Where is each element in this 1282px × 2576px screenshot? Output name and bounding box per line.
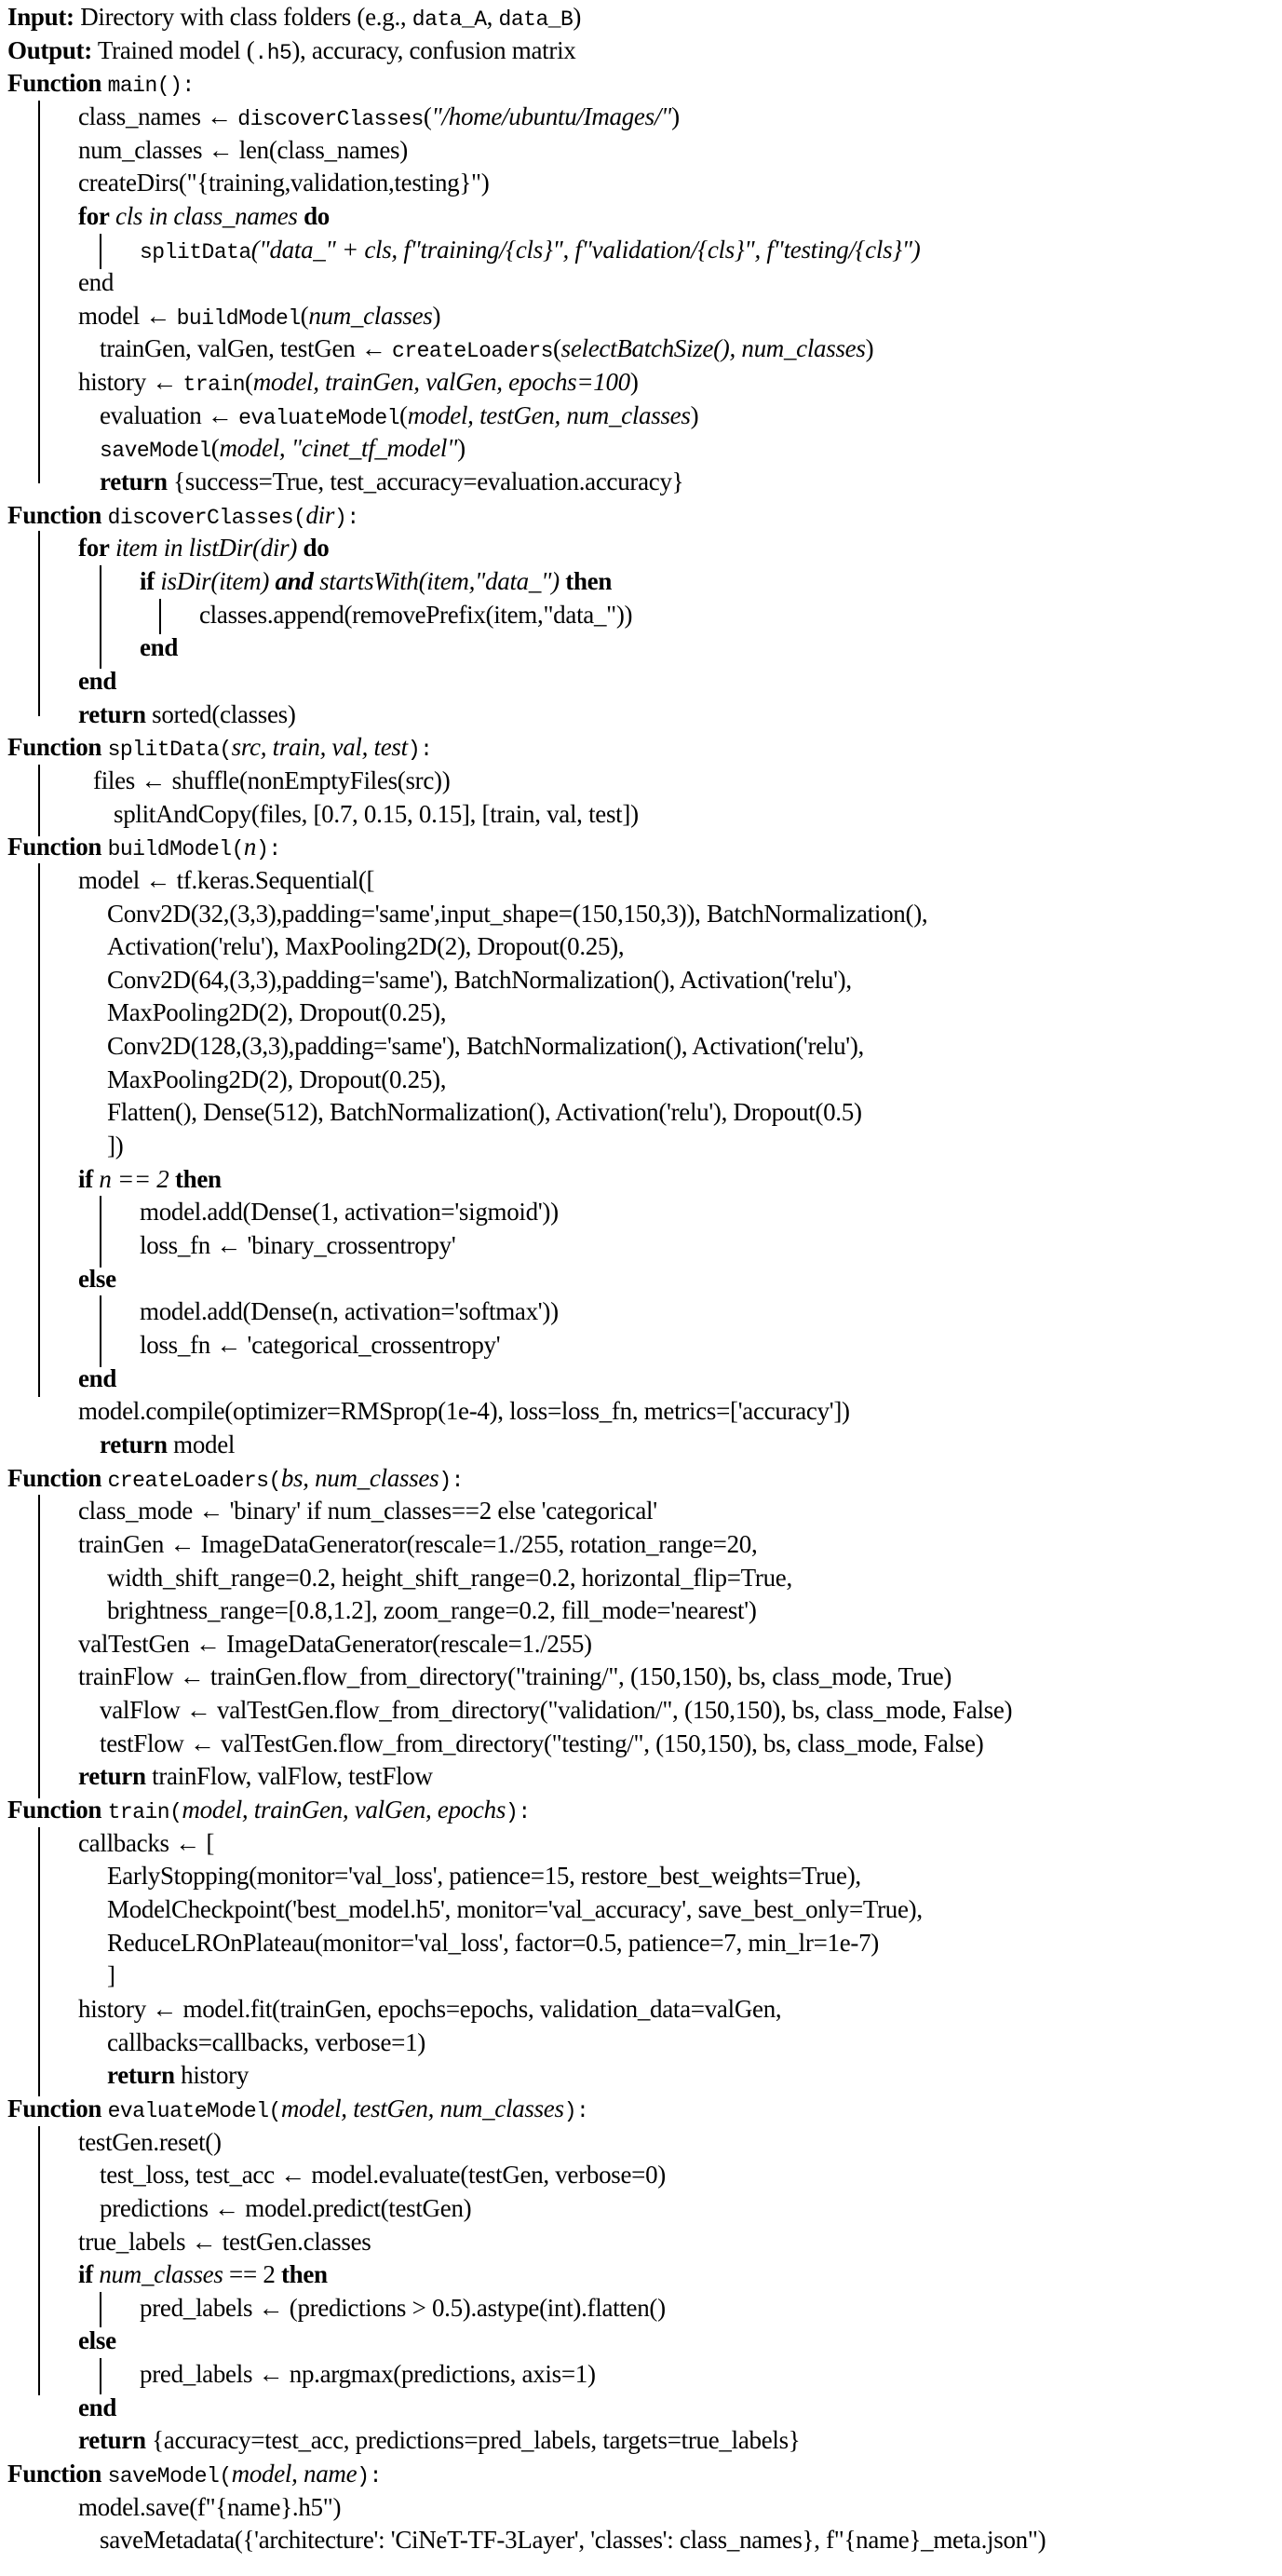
block-bar [100,2292,101,2328]
code-line: if num_classes == 2 then [78,2260,328,2289]
function-loaders-header: Function createLoaders(bs, num_classes): [7,1463,464,1493]
code-line: end [140,633,179,662]
code-line: Conv2D(32,(3,3),padding='same',input_shape=(150,150,3)), BatchNormalization(), [107,899,928,928]
block-bar [100,565,101,669]
code-line: Activation('relu'), MaxPooling2D(2), Dropout(0.25), [107,932,625,961]
function-build-header: Function buildModel(n): [7,833,281,862]
function-evaluate-header: Function evaluateModel(model, testGen, num_classes): [7,2094,589,2123]
code-line: createDirs("{training,validation,testing}") [78,169,490,197]
code-line: class_names ← discoverClasses("/home/ubuntu/Images/") [78,102,680,131]
function-split-header: Function splitData(src, train, val, test): [7,733,433,763]
code-line: valFlow ← valTestGen.flow_from_directory("validation/", (150,150), bs, class_mode, False) [100,1696,1013,1725]
code-line: Flatten(), Dense(512), BatchNormalization(), Activation('relu'), Dropout(0.5) [107,1098,862,1127]
code-line: MaxPooling2D(2), Dropout(0.25), [107,1064,447,1093]
code-line: trainGen, valGen, testGen ← createLoaders(selectBatchSize(), num_classes) [100,334,874,364]
code-line: MaxPooling2D(2), Dropout(0.25), [107,998,447,1027]
code-line: predictions ← model.predict(testGen) [100,2193,472,2222]
code-line: test_loss, test_acc ← model.evaluate(testGen, verbose=0) [100,2161,666,2190]
code-line: else [78,1264,116,1293]
code-line: return sorted(classes) [78,699,296,728]
code-line: testFlow ← valTestGen.flow_from_directory("testing/", (150,150), bs, class_mode, False) [100,1729,984,1757]
code-line: return model [100,1430,236,1458]
block-bar [38,1827,40,2096]
code-line: for cls in class_names do [78,201,330,230]
code-line: end [78,268,115,297]
code-line: files ← shuffle(nonEmptyFiles(src)) [93,766,451,794]
code-line: model.compile(optimizer=RMSprop(1e-4), loss=loss_fn, metrics=['accuracy']) [78,1397,850,1426]
block-bar [38,2126,40,2395]
function-save-header: Function saveModel(model, name): [7,2460,382,2489]
code-line: brightness_range=[0.8,1.2], zoom_range=0.2, fill_mode='nearest') [107,1596,757,1625]
block-bar [38,531,40,715]
block-bar [38,863,40,1397]
code-line: splitAndCopy(files, [0.7, 0.15, 0.15], [train, val, test]) [114,799,639,828]
code-line: true_labels ← testGen.classes [78,2227,371,2256]
block-bar [100,2358,101,2394]
code-line: saveMetadata({'architecture': 'CiNeT-TF-3Layer', 'classes': class_names}, f"{name}_meta.json") [100,2526,1046,2555]
code-line: history ← model.fit(trainGen, epochs=epochs, validation_data=valGen, [78,1994,782,2023]
code-line: return history [107,2061,250,2090]
code-line: class_mode ← 'binary' if num_classes==2 else 'categorical' [78,1497,657,1525]
code-line: classes.append(removePrefix(item,"data_")) [199,600,633,629]
code-line: model.save(f"{name}.h5") [78,2492,342,2521]
code-line: for item in listDir(dir) do [78,534,330,563]
code-line: end [78,2393,117,2421]
code-line: model ← tf.keras.Sequential([ [78,865,375,894]
algorithm-input: Input: Directory with class folders (e.g., data_A, data_B) [7,3,582,32]
algorithm-output: Output: Trained model (.h5), accuracy, confusion matrix [7,35,576,65]
code-line: return trainFlow, valFlow, testFlow [78,1762,433,1791]
block-bar [159,599,161,635]
code-line: if isDir(item) and startsWith(item,"data_") then [140,567,613,596]
code-line: pred_labels ← (predictions > 0.5).astype(int).flatten() [140,2293,666,2322]
code-line: callbacks ← [ [78,1828,215,1857]
code-line: ReduceLROnPlateau(monitor='val_loss', factor=0.5, patience=7, min_lr=1e-7) [107,1928,879,1957]
code-line: model.add(Dense(1, activation='sigmoid')) [140,1198,559,1227]
code-line: loss_fn ← 'categorical_crossentropy' [140,1330,501,1359]
code-line: model.add(Dense(n, activation='softmax')) [140,1297,559,1326]
output-label: Output: [7,35,92,64]
code-line: Conv2D(128,(3,3),padding='same'), BatchNormalization(), Activation('relu'), [107,1032,864,1061]
code-line: ModelCheckpoint('best_model.h5', monitor='val_accuracy', save_best_only=True), [107,1895,923,1923]
code-line: model ← buildModel(num_classes) [78,301,441,331]
code-line: width_shift_range=0.2, height_shift_range=0.2, horizontal_flip=True, [107,1563,792,1592]
input-label: Input: [7,3,74,31]
code-line: if n == 2 then [78,1164,222,1193]
block-bar [100,234,101,270]
function-main-header: Function main(): [7,69,195,99]
code-line: else [78,2326,116,2355]
code-line: trainGen ← ImageDataGenerator(rescale=1./255, rotation_range=20, [78,1529,758,1558]
code-line: ] [107,1961,115,1990]
block-bar [100,1295,101,1367]
code-line: end [78,1363,117,1392]
code-line: callbacks=callbacks, verbose=1) [107,2027,426,2056]
code-line: EarlyStopping(monitor='val_loss', patience=15, restore_best_weights=True), [107,1862,861,1891]
code-line: history ← train(model, trainGen, valGen, epochs=100) [78,368,639,398]
block-bar [38,101,40,483]
code-line: evaluation ← evaluateModel(model, testGen, num_classes) [100,400,699,430]
code-line: return {accuracy=test_acc, predictions=pred_labels, targets=true_labels} [78,2426,801,2455]
block-bar [38,765,40,836]
code-line: trainFlow ← trainGen.flow_from_directory("training/", (150,150), bs, class_mode, True) [78,1662,952,1691]
code-line: saveModel(model, "cinet_tf_model") [100,434,466,464]
block-bar [100,1196,101,1268]
block-bar [38,1495,40,1798]
code-line: ]) [107,1132,124,1160]
code-line: pred_labels ← np.argmax(predictions, axis=1) [140,2360,596,2389]
code-line: Conv2D(64,(3,3),padding='same'), BatchNormalization(), Activation('relu'), [107,965,852,994]
code-line: return {success=True, test_accuracy=evaluation.accuracy} [100,468,684,496]
code-line: end [78,666,117,695]
code-line: loss_fn ← 'binary_crossentropy' [140,1231,456,1260]
code-line: splitData("data_" + cls, f"training/{cls}", f"validation/{cls}", f"testing/{cls}") [140,235,921,264]
function-discover-header: Function discoverClasses(dir): [7,500,359,530]
code-line: num_classes ← len(class_names) [78,135,408,164]
code-line: testGen.reset() [78,2127,222,2156]
code-line: valTestGen ← ImageDataGenerator(rescale=1./255) [78,1629,592,1658]
function-train-header: Function train(model, trainGen, valGen, epochs): [7,1796,531,1825]
